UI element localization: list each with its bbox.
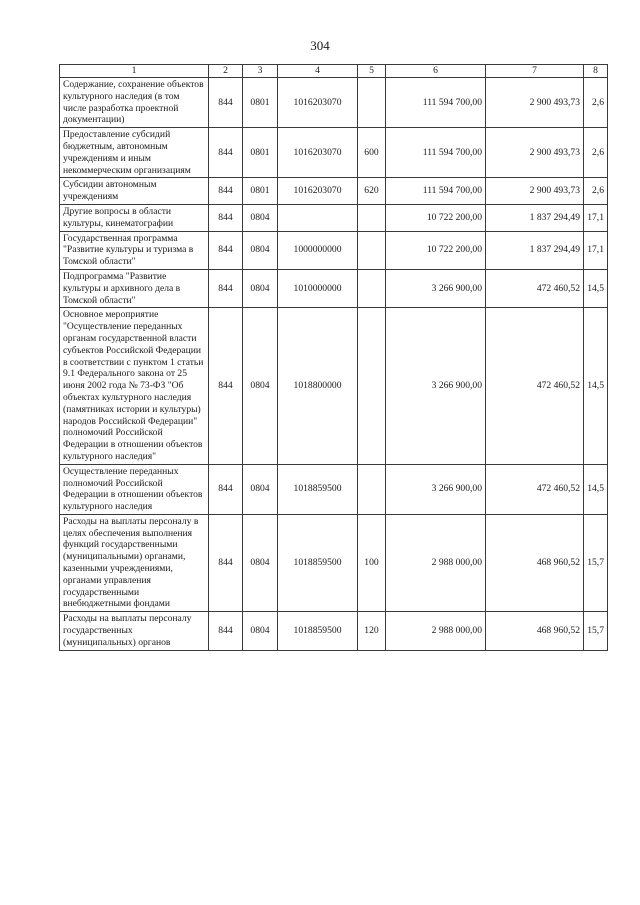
fact-amount: 468 960,52 <box>486 514 584 611</box>
table-row <box>60 308 608 464</box>
execution-percent: 14,5 <box>584 269 608 307</box>
grbs-code: 844 <box>209 204 243 231</box>
expense-type <box>358 78 386 128</box>
fact-amount: 2 900 493,73 <box>486 128 584 178</box>
plan-amount: 10 722 200,00 <box>386 231 486 269</box>
grbs-code: 844 <box>209 514 243 611</box>
plan-amount: 111 594 700,00 <box>386 128 486 178</box>
grbs-code: 844 <box>209 231 243 269</box>
table-row <box>60 204 608 231</box>
execution-percent: 15,7 <box>584 612 608 650</box>
execution-percent: 17,1 <box>584 231 608 269</box>
column-header: 5 <box>358 65 386 78</box>
fact-amount: 2 900 493,73 <box>486 78 584 128</box>
column-header: 7 <box>486 65 584 78</box>
section-code: 0804 <box>243 308 278 464</box>
grbs-code: 844 <box>209 612 243 650</box>
row-name: Предоставление субсидий бюджетным, автономным учреждениям и иным некоммерческим организациям <box>60 128 209 178</box>
plan-amount: 10 722 200,00 <box>386 204 486 231</box>
execution-percent: 2,6 <box>584 128 608 178</box>
fact-amount: 472 460,52 <box>486 269 584 307</box>
table-row <box>60 231 608 269</box>
row-name: Осуществление переданных полномочий Российской Федерации в отношении объектов культурного наследия <box>60 464 209 514</box>
column-header: 4 <box>278 65 358 78</box>
row-name: Другие вопросы в области культуры, кинематографии <box>60 204 209 231</box>
grbs-code: 844 <box>209 178 243 205</box>
section-code: 0804 <box>243 204 278 231</box>
plan-amount: 3 266 900,00 <box>386 269 486 307</box>
plan-amount: 2 988 000,00 <box>386 514 486 611</box>
expense-type <box>358 464 386 514</box>
table-row <box>60 128 608 178</box>
table-row <box>60 464 608 514</box>
row-name: Подпрограмма "Развитие культуры и архивного дела в Томской области" <box>60 269 209 307</box>
expense-type <box>358 204 386 231</box>
expense-type: 100 <box>358 514 386 611</box>
expense-type <box>358 231 386 269</box>
execution-percent: 17,1 <box>584 204 608 231</box>
table-row <box>60 178 608 205</box>
execution-percent: 15,7 <box>584 514 608 611</box>
column-header: 1 <box>60 65 209 78</box>
column-header: 3 <box>243 65 278 78</box>
column-header: 8 <box>584 65 608 78</box>
target-code: 1018859500 <box>278 612 358 650</box>
expense-type: 600 <box>358 128 386 178</box>
execution-percent: 14,5 <box>584 308 608 464</box>
target-code: 1018859500 <box>278 464 358 514</box>
target-code: 1016203070 <box>278 128 358 178</box>
table-row <box>60 78 608 128</box>
section-code: 0804 <box>243 269 278 307</box>
execution-percent: 2,6 <box>584 178 608 205</box>
grbs-code: 844 <box>209 269 243 307</box>
column-header: 6 <box>386 65 486 78</box>
row-name: Расходы на выплаты персоналу в целях обеспечения выполнения функций государственными (муниципальными) органами, казенными учреждениями, органами управления государственными внебюджетными фондами <box>60 514 209 611</box>
execution-percent: 2,6 <box>584 78 608 128</box>
fact-amount: 468 960,52 <box>486 612 584 650</box>
expense-type: 620 <box>358 178 386 205</box>
expense-type <box>358 269 386 307</box>
row-name: Содержание, сохранение объектов культурного наследия (в том числе разработка проектной документации) <box>60 78 209 128</box>
table-row <box>60 514 608 611</box>
target-code: 1016203070 <box>278 178 358 205</box>
section-code: 0801 <box>243 78 278 128</box>
section-code: 0801 <box>243 178 278 205</box>
plan-amount: 2 988 000,00 <box>386 612 486 650</box>
grbs-code: 844 <box>209 308 243 464</box>
fact-amount: 1 837 294,49 <box>486 231 584 269</box>
fact-amount: 1 837 294,49 <box>486 204 584 231</box>
expense-type: 120 <box>358 612 386 650</box>
row-name: Государственная программа "Развитие культуры и туризма в Томской области" <box>60 231 209 269</box>
section-code: 0804 <box>243 514 278 611</box>
table-row <box>60 612 608 650</box>
target-code <box>278 204 358 231</box>
page-number: 304 <box>310 38 330 53</box>
grbs-code: 844 <box>209 78 243 128</box>
plan-amount: 3 266 900,00 <box>386 464 486 514</box>
target-code: 1018859500 <box>278 514 358 611</box>
expense-type <box>358 308 386 464</box>
row-name: Основное мероприятие "Осуществление переданных органам государственной власти субъектов Российской Федерации в соответствии с пунктом 1 статьи 9.1 Федерального закона от 25 июня 2002 года № 73-ФЗ "Об объектах культурного наследия (памятниках истории и культуры) народов Российской Федерации" полномочий Российской Федерации в отношении объектов культурного наследия" <box>60 308 209 464</box>
target-code: 1010000000 <box>278 269 358 307</box>
fact-amount: 472 460,52 <box>486 308 584 464</box>
table-header-row <box>60 65 608 78</box>
column-header: 2 <box>209 65 243 78</box>
plan-amount: 111 594 700,00 <box>386 178 486 205</box>
fact-amount: 2 900 493,73 <box>486 178 584 205</box>
table-row <box>60 269 608 307</box>
section-code: 0801 <box>243 128 278 178</box>
row-name: Субсидии автономным учреждениям <box>60 178 209 205</box>
fact-amount: 472 460,52 <box>486 464 584 514</box>
budget-table <box>59 64 608 651</box>
plan-amount: 111 594 700,00 <box>386 78 486 128</box>
section-code: 0804 <box>243 612 278 650</box>
section-code: 0804 <box>243 464 278 514</box>
section-code: 0804 <box>243 231 278 269</box>
plan-amount: 3 266 900,00 <box>386 308 486 464</box>
target-code: 1000000000 <box>278 231 358 269</box>
grbs-code: 844 <box>209 128 243 178</box>
target-code: 1016203070 <box>278 78 358 128</box>
execution-percent: 14,5 <box>584 464 608 514</box>
target-code: 1018800000 <box>278 308 358 464</box>
grbs-code: 844 <box>209 464 243 514</box>
row-name: Расходы на выплаты персоналу государственных (муниципальных) органов <box>60 612 209 650</box>
